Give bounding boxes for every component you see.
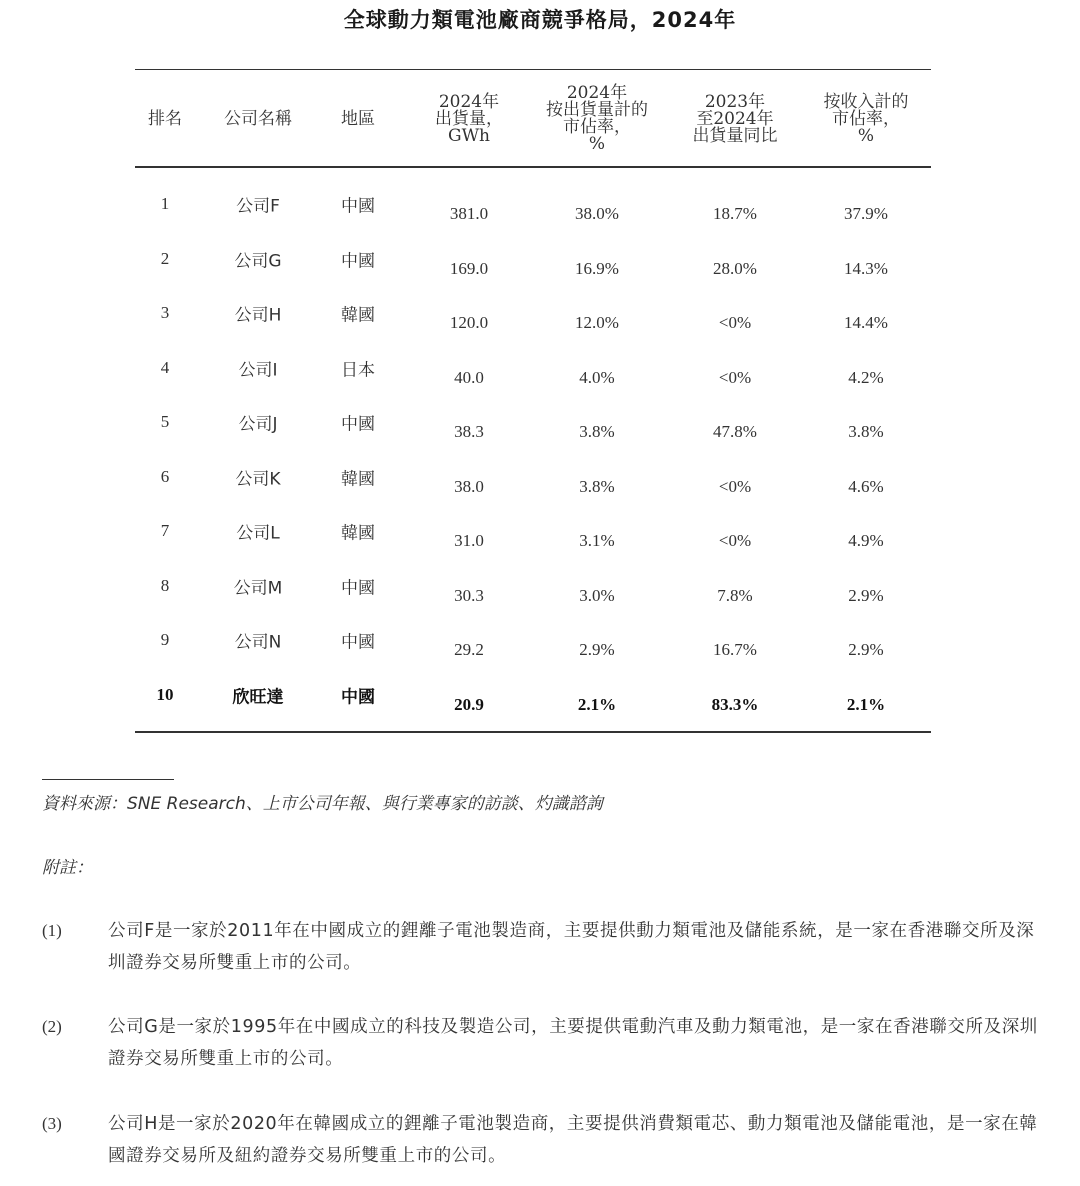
header-shipment-share (527, 78, 667, 160)
cell-yoy-growth: 28.0% (713, 258, 757, 278)
cell-shipment-share: 3.1% (579, 531, 615, 550)
header-line: % (588, 134, 606, 154)
cell-region: 中國 (341, 578, 375, 598)
cell-shipment-share: 12.0% (575, 313, 619, 332)
header-line: 市佔率， (563, 117, 631, 137)
cell-revenue-share: 14.3% (844, 258, 888, 278)
header-line: 至2024年 (696, 108, 774, 129)
cell-yoy-growth: <0% (718, 476, 752, 496)
cell-shipment-gwh: 40.0 (454, 367, 484, 387)
cell-shipment-share: 2.9% (579, 640, 615, 659)
cell-company-name: 公司H (234, 305, 282, 326)
cell-company-name: 公司M (233, 578, 283, 598)
header-revenue-share (796, 78, 936, 160)
header-line: 按收入計的 (823, 91, 909, 112)
header-line: % (857, 125, 875, 146)
header-line: 出貨量， (435, 108, 503, 129)
table-header-rule (135, 166, 931, 168)
cell-shipment-share: 3.8% (579, 476, 615, 496)
cell-region: 韓國 (341, 523, 375, 544)
header-line: 2023年 (704, 91, 766, 112)
cell-company-name: 欣旺達 (232, 687, 284, 707)
cell-revenue-share: 2.9% (848, 640, 884, 659)
header-line: 出貨量同比 (692, 125, 778, 146)
note-text: 公司F是一家於2011年在中國成立的鋰離子電池製造商，主要提供動力類電池及儲能系統，是一家在香港聯交所及深圳證券交易所雙重上市的公司。 (108, 921, 1035, 973)
note-text: 公司H是一家於2020年在韓國成立的鋰離子電池製造商，主要提供消費類電芯、動力類電池及儲能電池，是一家在韓國證券交易所及紐約證券交易所雙重上市的公司。 (108, 1114, 1038, 1166)
cell-yoy-growth: <0% (718, 313, 752, 332)
cell-rank: 4 (160, 357, 170, 377)
cell-yoy-growth: 47.8% (713, 422, 757, 441)
cell-rank: 5 (160, 412, 170, 431)
cell-rank: 1 (160, 194, 170, 213)
cell-region: 韓國 (341, 469, 375, 489)
cell-region: 中國 (341, 414, 375, 435)
cell-region: 中國 (341, 632, 375, 653)
cell-rank: 6 (160, 466, 170, 486)
header-shipment-gwh (399, 78, 539, 160)
cell-yoy-growth: 16.7% (713, 640, 757, 659)
cell-rank: 8 (160, 575, 170, 595)
cell-revenue-share: 2.1% (846, 694, 886, 714)
header-yoy-growth (665, 78, 805, 160)
header-line: GWh (447, 125, 490, 146)
cell-shipment-share: 38.0% (575, 204, 619, 223)
cell-shipment-share: 16.9% (575, 258, 619, 278)
cell-rank: 2 (160, 248, 170, 268)
cell-shipment-share: 3.0% (579, 585, 615, 605)
cell-company-name: 公司G (234, 251, 282, 271)
note-number: (1) (42, 921, 62, 940)
cell-yoy-growth: <0% (718, 367, 752, 387)
cell-shipment-share: 4.0% (579, 367, 615, 387)
cell-company-name: 公司J (238, 414, 278, 435)
note-text: 公司G是一家於1995年在中國成立的科技及製造公司，主要提供電動汽車及動力類電池，是一家在香港聯交所及深圳證券交易所雙重上市的公司。 (108, 1017, 1038, 1069)
cell-yoy-growth: <0% (718, 531, 752, 550)
cell-company-name: 公司I (238, 360, 278, 380)
cell-region: 中國 (341, 687, 375, 707)
cell-revenue-share: 4.2% (848, 367, 884, 387)
cell-rank: 7 (160, 521, 170, 540)
table-bottom-rule (135, 731, 931, 733)
cell-revenue-share: 14.4% (844, 313, 888, 332)
footnote-divider (42, 779, 174, 780)
cell-rank: 9 (160, 630, 170, 649)
header-line: 公司名稱 (224, 108, 292, 129)
cell-yoy-growth: 18.7% (713, 204, 757, 223)
cell-company-name: 公司L (236, 523, 280, 544)
source-note: 資料來源：SNE Research、上市公司年報、與行業專家的訪談、灼識諮詢 (42, 794, 603, 814)
cell-shipment-share: 2.1% (577, 694, 617, 714)
cell-shipment-gwh: 20.9 (454, 694, 484, 714)
cell-revenue-share: 37.9% (844, 204, 888, 223)
cell-shipment-gwh: 38.0 (454, 476, 484, 496)
header-line: 按出貨量計的 (546, 100, 648, 120)
note-number: (2) (42, 1017, 62, 1036)
header-line: 市佔率， (832, 108, 900, 129)
cell-shipment-gwh: 29.2 (454, 640, 484, 659)
cell-revenue-share: 2.9% (848, 585, 884, 605)
cell-company-name: 公司F (236, 196, 280, 217)
header-line: 2024年 (566, 83, 628, 103)
cell-rank: 10 (156, 684, 174, 704)
cell-yoy-growth: 83.3% (711, 694, 759, 714)
notes-label: 附註： (42, 858, 93, 878)
cell-company-name: 公司N (234, 632, 282, 653)
header-line: 地區 (341, 108, 375, 129)
cell-region: 韓國 (341, 305, 375, 326)
cell-shipment-gwh: 38.3 (454, 422, 484, 441)
cell-shipment-gwh: 120.0 (449, 313, 489, 332)
cell-company-name: 公司K (235, 469, 281, 489)
cell-shipment-gwh: 31.0 (454, 531, 484, 550)
header-line: 2024年 (438, 91, 500, 112)
cell-region: 中國 (341, 196, 375, 217)
cell-shipment-share: 3.8% (579, 422, 615, 441)
cell-region: 日本 (341, 360, 375, 380)
table-top-rule (135, 69, 931, 70)
note-number: (3) (42, 1114, 62, 1133)
cell-shipment-gwh: 381.0 (449, 204, 489, 223)
cell-shipment-gwh: 169.0 (449, 258, 489, 278)
cell-revenue-share: 3.8% (848, 422, 884, 441)
cell-shipment-gwh: 30.3 (454, 585, 484, 605)
cell-rank: 3 (160, 303, 170, 322)
cell-yoy-growth: 7.8% (717, 585, 753, 605)
header-line: 排名 (148, 108, 182, 129)
cell-revenue-share: 4.6% (848, 476, 884, 496)
page-title: 全球動力類電池廠商競爭格局，2024年 (343, 8, 737, 32)
cell-revenue-share: 4.9% (848, 531, 884, 550)
cell-region: 中國 (341, 251, 375, 271)
